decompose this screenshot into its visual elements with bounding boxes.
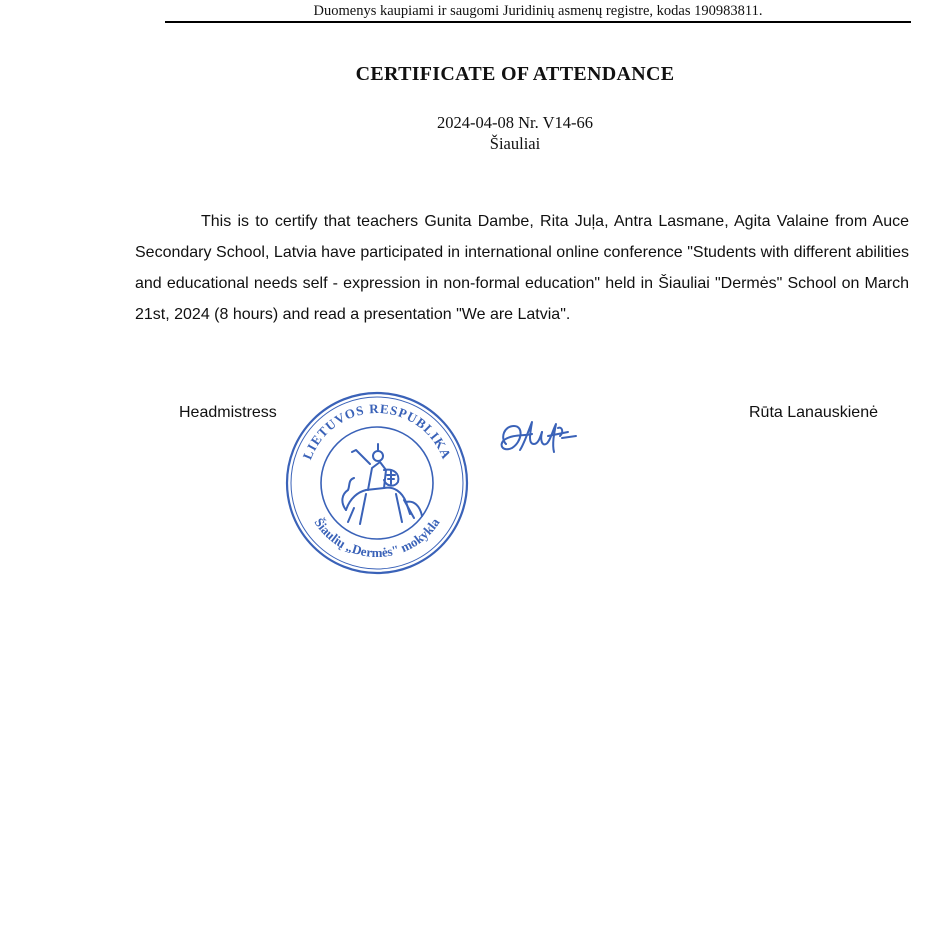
registry-note — [165, 0, 911, 19]
document-reference — [0, 112, 940, 154]
header-divider — [165, 21, 911, 23]
date-number: 2024-04-08 Nr. V14-66 — [437, 113, 593, 132]
official-stamp — [284, 390, 470, 576]
registry-note-text: Duomenys kaupiami ir saugomi Juridinių asmenų registre, kodas 190983811. — [313, 3, 763, 19]
certificate-body: This is to certify that teachers Gunita Dambe, Rita Juļa, Antra Lasmane, Agita Valaine from Auce Secondary School, Latvia have participated in international online conference "Students with different abilities and educational needs self - expression in non-formal education" held in Šiauliai "Dermės" School on March 21st, 2024 (8 hours) and read a presentation "We are Latvia". — [135, 213, 909, 323]
handwritten-signature — [492, 414, 582, 462]
signatory-name: Rūta Lanauskienė — [749, 404, 878, 421]
stamp-inner-text: Šiaulių „Dermės" mokykla — [311, 515, 443, 561]
vytis-emblem-icon — [342, 444, 422, 524]
city: Šiauliai — [489, 134, 541, 153]
stamp-outer-text: LIETUVOS RESPUBLIKA — [299, 400, 455, 462]
signatory-role: Headmistress — [179, 404, 277, 421]
certificate-title: CERTIFICATE OF ATTENDANCE — [355, 63, 675, 85]
